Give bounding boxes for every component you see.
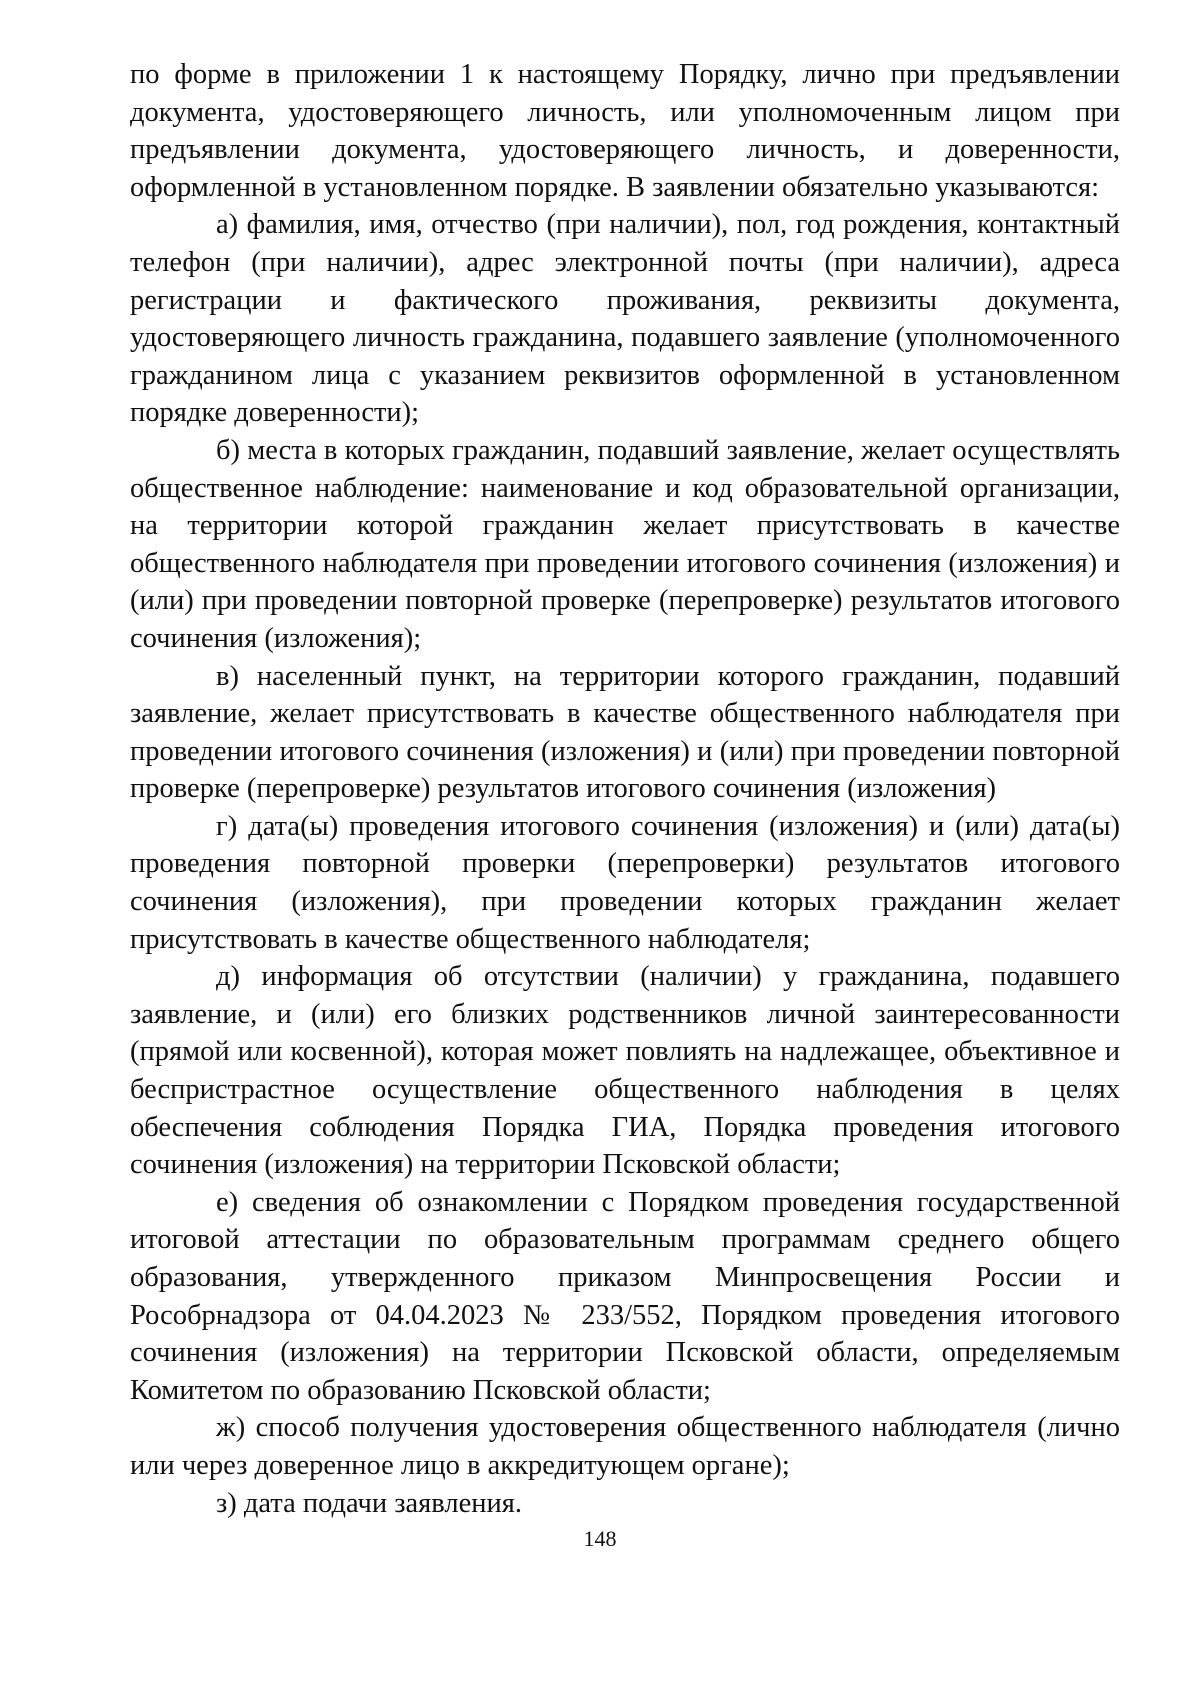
paragraph-item-d: д) информация об отсутствии (наличии) у гражданина, подавшего заявление, и (или) его близких родственников личной заинтересованности (прямой или косвенной), которая может повлиять на надлежащее, объективное и беспристрастное осуществление общественного наблюдения в целях обеспечения соблюдения Порядка ГИА, Порядка проведения итогового сочинения (изложения) на территории Псковской области; <box>130 961 1120 1181</box>
paragraph-item-a: а) фамилия, имя, отчество (при наличии), пол, год рождения, контактный телефон (при наличии), адрес электронной почты (при наличии), адреса регистрации и фактического проживания, реквизиты документа, удостоверяющего личность гражданина, подавшего заявление (уполномоченного гражданином лица с указанием реквизитов оформленной в установленном порядке доверенности); <box>130 209 1120 429</box>
paragraph-item-z: з) дата подачи заявления. <box>216 1487 522 1519</box>
paragraph-item-e: е) сведения об ознакомлении с Порядком проведения государственной итоговой аттестации по образовательным программам среднего общего образования, утвержденного приказом Минпросвещения России и Рособрнадзора от 04.04.2023 № 233/552, Порядком проведения итогового сочинения (изложения) на территории Псковской области, определяемым Комитетом по образованию Псковской области; <box>130 1186 1120 1406</box>
paragraph-item-b: б) места в которых гражданин, подавший заявление, желает осуществлять общественное наблюдение: наименование и код образовательной организации, на территории которой гражданин желает присутствовать в качестве общественного наблюдателя при проведении итогового сочинения (изложения) и (или) при проведении повторной проверке (перепроверке) результатов итогового сочинения (изложения); <box>130 434 1120 654</box>
page-number: 148 <box>583 1526 617 1551</box>
paragraph-item-g: г) дата(ы) проведения итогового сочинения (изложения) и (или) дата(ы) проведения повторной проверки (перепроверки) результатов итогового сочинения (изложения), при проведении которых гражданин желает присутствовать в качестве общественного наблюдателя; <box>130 810 1120 955</box>
paragraph-item-v: в) населенный пункт, на территории которого гражданин, подавший заявление, желает присутствовать в качестве общественного наблюдателя при проведении итогового сочинения (изложения) и (или) при проведении повторной проверке (перепроверке) результатов итогового сочинения (изложения) <box>130 660 1120 805</box>
document-body <box>130 56 1120 1522</box>
paragraph-item-zh: ж) способ получения удостоверения общественного наблюдателя (лично или через доверенное лицо в аккредитующем органе); <box>130 1412 1120 1481</box>
paragraph-intro: по форме в приложении 1 к настоящему Порядку, лично при предъявлении документа, удостоверяющего личность, или уполномоченным лицом при предъявлении документа, удостоверяющего личность, и доверенности, оформленной в установленном порядке. В заявлении обязательно указываются: <box>130 59 1120 203</box>
